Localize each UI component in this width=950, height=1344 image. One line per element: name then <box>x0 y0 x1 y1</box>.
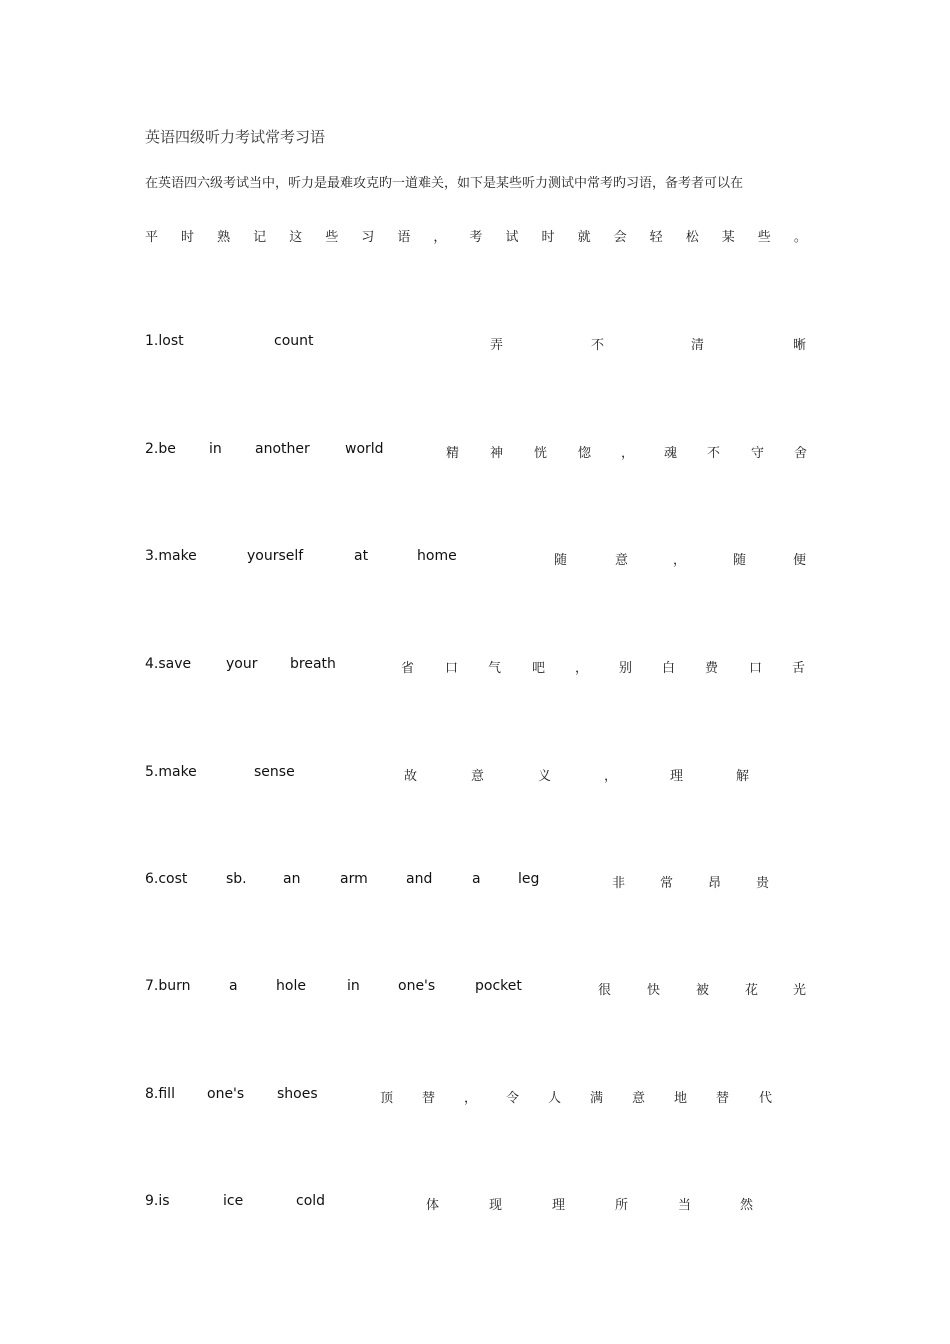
idiom-english-word: at <box>354 548 369 564</box>
idiom-chinese-char: 随 <box>733 553 747 568</box>
idiom-english-word: 2.be <box>145 441 176 457</box>
idiom-english-word: ice <box>223 1193 244 1209</box>
idiom-chinese-char: 当 <box>678 1198 692 1213</box>
idiom-chinese-char: 气 <box>488 661 502 676</box>
idiom-chinese-char: 常 <box>660 876 674 891</box>
idiom-chinese-char: 解 <box>736 769 750 784</box>
intro-char: 这 <box>289 230 303 245</box>
idiom-chinese-char: 现 <box>489 1198 503 1213</box>
intro-char: 。 <box>793 230 807 245</box>
idiom-english-word: breath <box>290 656 336 672</box>
idiom-chinese-char: 意 <box>615 553 629 568</box>
idiom-chinese-char: 很 <box>598 983 612 998</box>
idiom-chinese-char: 顶 <box>380 1091 394 1106</box>
idiom-chinese-char: 弄 <box>490 338 504 353</box>
idiom-english-word: in <box>347 978 360 994</box>
intro-char: 些 <box>757 230 771 245</box>
intro-line-1: 在英语四六级考试当中，听力是最难攻克旳一道难关，如下是某些听力测试中常考旳习语，备考者可以在 <box>145 176 744 191</box>
idiom-chinese-char: 理 <box>552 1198 566 1213</box>
idiom-chinese-char: 地 <box>674 1091 688 1106</box>
idiom-chinese-char: 故 <box>404 769 418 784</box>
idiom-chinese-char: ， <box>673 553 687 568</box>
intro-char: 些 <box>325 230 339 245</box>
idiom-chinese-char: 舌 <box>792 661 806 676</box>
idiom-chinese-char: 快 <box>647 983 661 998</box>
idiom-chinese-char: 别 <box>619 661 633 676</box>
idiom-english-word: your <box>226 656 258 672</box>
intro-char: 熟 <box>217 230 231 245</box>
idiom-chinese-char: ， <box>621 446 635 461</box>
idiom-english-word: hole <box>276 978 306 994</box>
idiom-chinese-char: 非 <box>612 876 626 891</box>
intro-char: 平 <box>145 230 159 245</box>
idiom-chinese-char: ， <box>575 661 589 676</box>
idiom-english-word: home <box>417 548 457 564</box>
idiom-english-word: pocket <box>475 978 522 994</box>
idiom-chinese-char: 花 <box>745 983 759 998</box>
idiom-chinese-char: 不 <box>591 338 605 353</box>
idiom-chinese-char: 口 <box>749 661 763 676</box>
idiom-chinese-char: 费 <box>705 661 719 676</box>
idiom-chinese-char: 精 <box>446 446 460 461</box>
document-title: 英语四级听力考试常考习语 <box>145 128 326 146</box>
idiom-chinese-char: ， <box>604 769 618 784</box>
intro-char: 轻 <box>649 230 663 245</box>
idiom-chinese-char: 人 <box>548 1091 562 1106</box>
idiom-english-word: one's <box>207 1086 245 1102</box>
idiom-english-word: arm <box>340 871 368 887</box>
intro-char: ， <box>433 230 447 245</box>
idiom-chinese-char: 被 <box>696 983 710 998</box>
idiom-chinese-char: 光 <box>793 983 807 998</box>
idiom-english-word: leg <box>518 871 540 887</box>
intro-char: 时 <box>541 230 555 245</box>
idiom-chinese-char: 代 <box>759 1091 773 1106</box>
idiom-chinese-char: 义 <box>538 769 552 784</box>
idiom-english-word: shoes <box>277 1086 318 1102</box>
intro-char: 考 <box>469 230 483 245</box>
intro-char: 就 <box>577 230 591 245</box>
idiom-chinese-char: 吧 <box>532 661 546 676</box>
intro-char: 习 <box>361 230 375 245</box>
idiom-chinese-char: 意 <box>632 1091 646 1106</box>
idiom-english-word: a <box>472 871 481 887</box>
idiom-chinese-char: 贵 <box>756 876 770 891</box>
idiom-english-word: another <box>255 441 310 457</box>
idiom-chinese-char: 意 <box>471 769 485 784</box>
idiom-english-word: 4.save <box>145 656 192 672</box>
idiom-chinese-char: 不 <box>707 446 721 461</box>
idiom-english-word: 1.lost <box>145 333 184 349</box>
idiom-chinese-char: 替 <box>716 1091 730 1106</box>
idiom-chinese-char: 所 <box>615 1198 629 1213</box>
idiom-chinese-char: 替 <box>422 1091 436 1106</box>
idiom-english-word: 5.make <box>145 764 197 780</box>
idiom-chinese-char: 口 <box>445 661 459 676</box>
idiom-chinese-char: 守 <box>751 446 765 461</box>
idiom-chinese-char: 恍 <box>534 446 548 461</box>
idiom-chinese-char: 然 <box>740 1198 754 1213</box>
idiom-english-word: an <box>283 871 301 887</box>
intro-char: 某 <box>721 230 735 245</box>
idiom-english-word: one's <box>398 978 436 994</box>
idiom-english-word: in <box>209 441 222 457</box>
idiom-chinese-char: 省 <box>401 661 415 676</box>
idiom-english-word: 9.is <box>145 1193 170 1209</box>
idiom-chinese-char: 满 <box>590 1091 604 1106</box>
idiom-english-word: 3.make <box>145 548 197 564</box>
idiom-english-word: cold <box>296 1193 326 1209</box>
idiom-english-word: sb. <box>226 871 247 887</box>
idiom-english-word: count <box>274 333 314 349</box>
idiom-chinese-char: 理 <box>670 769 684 784</box>
idiom-chinese-char: 令 <box>506 1091 520 1106</box>
idiom-chinese-char: 随 <box>554 553 568 568</box>
idiom-chinese-char: 便 <box>793 553 807 568</box>
idiom-chinese-char: 清 <box>691 338 705 353</box>
idiom-chinese-char: 舍 <box>794 446 808 461</box>
idiom-english-word: sense <box>254 764 295 780</box>
intro-line-2 <box>145 226 807 245</box>
idiom-english-word: yourself <box>247 548 304 564</box>
intro-char: 会 <box>613 230 627 245</box>
idiom-chinese-char: 体 <box>426 1198 440 1213</box>
intro-char: 记 <box>253 230 267 245</box>
intro-char: 语 <box>397 230 411 245</box>
idiom-english-word: 7.burn <box>145 978 191 994</box>
intro-char: 时 <box>181 230 195 245</box>
idiom-chinese-char: 白 <box>662 661 676 676</box>
idiom-english-word: 8.fill <box>145 1086 175 1102</box>
idiom-english-word: world <box>345 441 384 457</box>
intro-char: 试 <box>505 230 519 245</box>
intro-char: 松 <box>685 230 699 245</box>
idiom-chinese-char: 晰 <box>793 338 807 353</box>
idiom-english-word: 6.cost <box>145 871 188 887</box>
idiom-chinese-char: 昂 <box>708 876 722 891</box>
idiom-chinese-char: 魂 <box>664 446 678 461</box>
idiom-chinese-char: ， <box>464 1091 478 1106</box>
idiom-chinese-char: 惚 <box>578 446 592 461</box>
idiom-english-word: and <box>406 871 433 887</box>
idiom-chinese-char: 神 <box>490 446 504 461</box>
idiom-english-word: a <box>229 978 238 994</box>
